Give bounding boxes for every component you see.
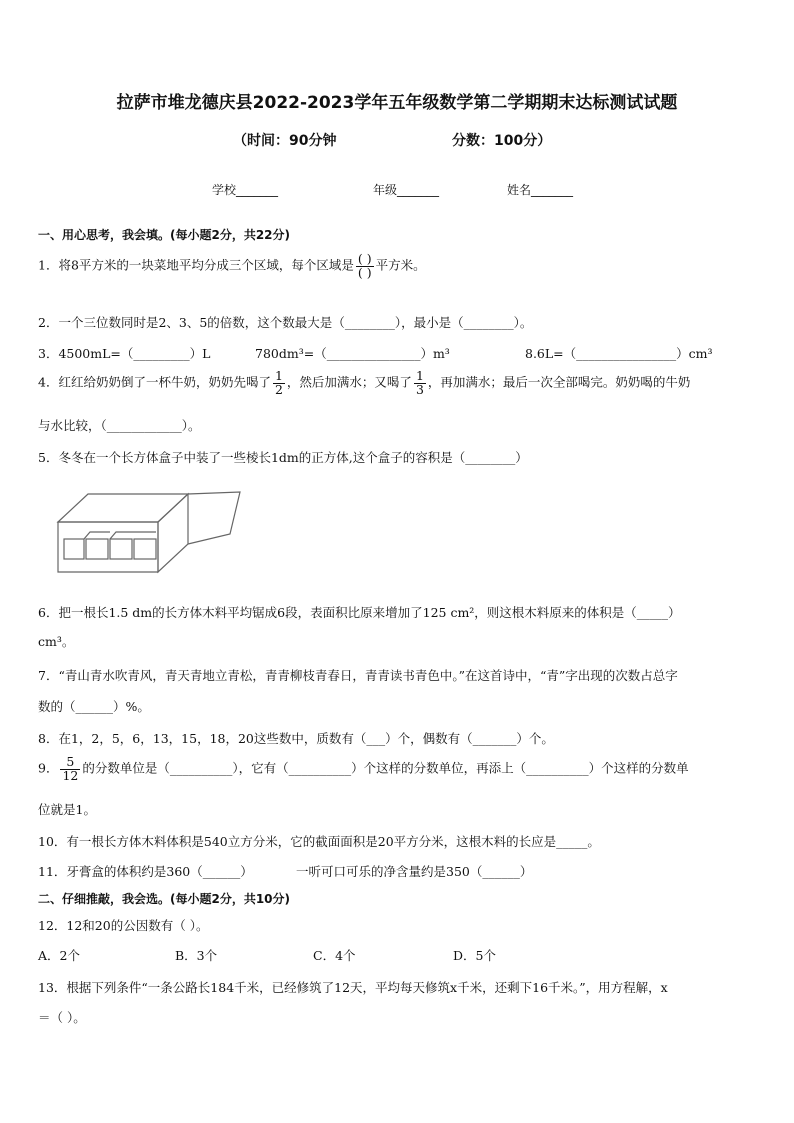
question-7: 7．“青山青水吹青风，青天青地立青松，青青柳枝青春日，青青读书青色中。”在这首诗中，“青”字出现的次数占总字: [38, 668, 678, 683]
school-field: 学校_______: [212, 183, 279, 197]
fraction-blank: $\frac{( )}{( )}$: [357, 251, 372, 280]
question-6: 6．把一根长1.5 dm的长方体木料平均锯成6段，表面积比原来增加了125 cm²，则这根木料原来的体积是（_____）: [38, 605, 681, 620]
question-3c: 8.6L=（________________）cm³: [525, 346, 713, 361]
option-a: A．2个: [38, 948, 80, 963]
box-with-cubes-figure: [50, 484, 245, 576]
question-13: 13．根据下列条件“一条公路长184千米，已经修筑了12天，平均每天修筑x千米，还剩下16千米。”，用方程解，x: [38, 980, 668, 995]
question-5: 5．冬冬在一个长方体盒子中装了一些棱长1dm的正方体,这个盒子的容积是（________）: [38, 450, 528, 465]
option-b: B．3个: [175, 948, 218, 963]
question-6-line2: cm³。: [38, 634, 75, 649]
page-title: 拉萨市堆龙德庆县2022-2023学年五年级数学第二学期期末达标测试试题: [116, 93, 678, 113]
question-4-line2: 与水比较，（____________）。: [38, 418, 201, 433]
section-1-heading: 一、用心思考，我会填。(每小题2分，共22分): [38, 228, 291, 242]
question-13-line2: ＝（ ）。: [38, 1010, 86, 1025]
question-7-line2: 数的（______）%。: [38, 699, 150, 714]
grade-field: 年级_______: [373, 183, 440, 197]
question-4: 4．红红给奶奶倒了一杯牛奶，奶奶先喝了 $\frac{1}{2}$ ，然后加满水；又喝了 $\frac{1}{3}$ ，再加满水；最后一次全部喝完。奶奶喝的牛奶: [38, 368, 691, 397]
question-9-line2: 位就是1。: [38, 802, 96, 817]
question-2: 2．一个三位数同时是2、3、5的倍数，这个数最大是（________），最小是（________）。: [38, 315, 533, 330]
question-12: 12．12和20的公因数有（ ）。: [38, 918, 209, 933]
fraction-5-12: $\frac{5}{12}$: [62, 754, 79, 783]
fraction-third: $\frac{1}{3}$: [415, 368, 424, 397]
question-3a: 3．4500mL=（_________）L: [38, 346, 211, 361]
section-2-heading: 二、仔细推敲，我会选。(每小题2分，共10分): [38, 892, 291, 906]
score-label: 分数：100分）: [452, 133, 552, 149]
question-11b: 一听可口可乐的净含量约是350（______）: [296, 864, 533, 879]
question-1: 1．将8平方米的一块菜地平均分成三个区域，每个区域是 $\frac{( )}{( )}$ 平方米。: [38, 251, 426, 280]
fraction-half: $\frac{1}{2}$: [274, 368, 283, 397]
question-3b: 780dm³=（_______________）m³: [255, 346, 450, 361]
question-9: 9． $\frac{5}{12}$ 的分数单位是（__________），它有（__________）个这样的分数单位，再添上（__________）个这样的分数单: [38, 754, 689, 783]
time-label: （时间：90分钟: [233, 133, 337, 149]
option-c: C．4个: [313, 948, 356, 963]
question-10: 10．有一根长方体木料体积是540立方分米，它的截面面积是20平方分米，这根木料的长应是_____。: [38, 834, 600, 849]
option-d: D．5个: [453, 948, 496, 963]
question-8: 8．在1，2，5，6，13，15，18，20这些数中，质数有（___）个，偶数有（_______）个。: [38, 731, 554, 746]
name-field: 姓名_______: [507, 183, 574, 197]
question-11a: 11．牙膏盒的体积约是360（______）: [38, 864, 253, 879]
